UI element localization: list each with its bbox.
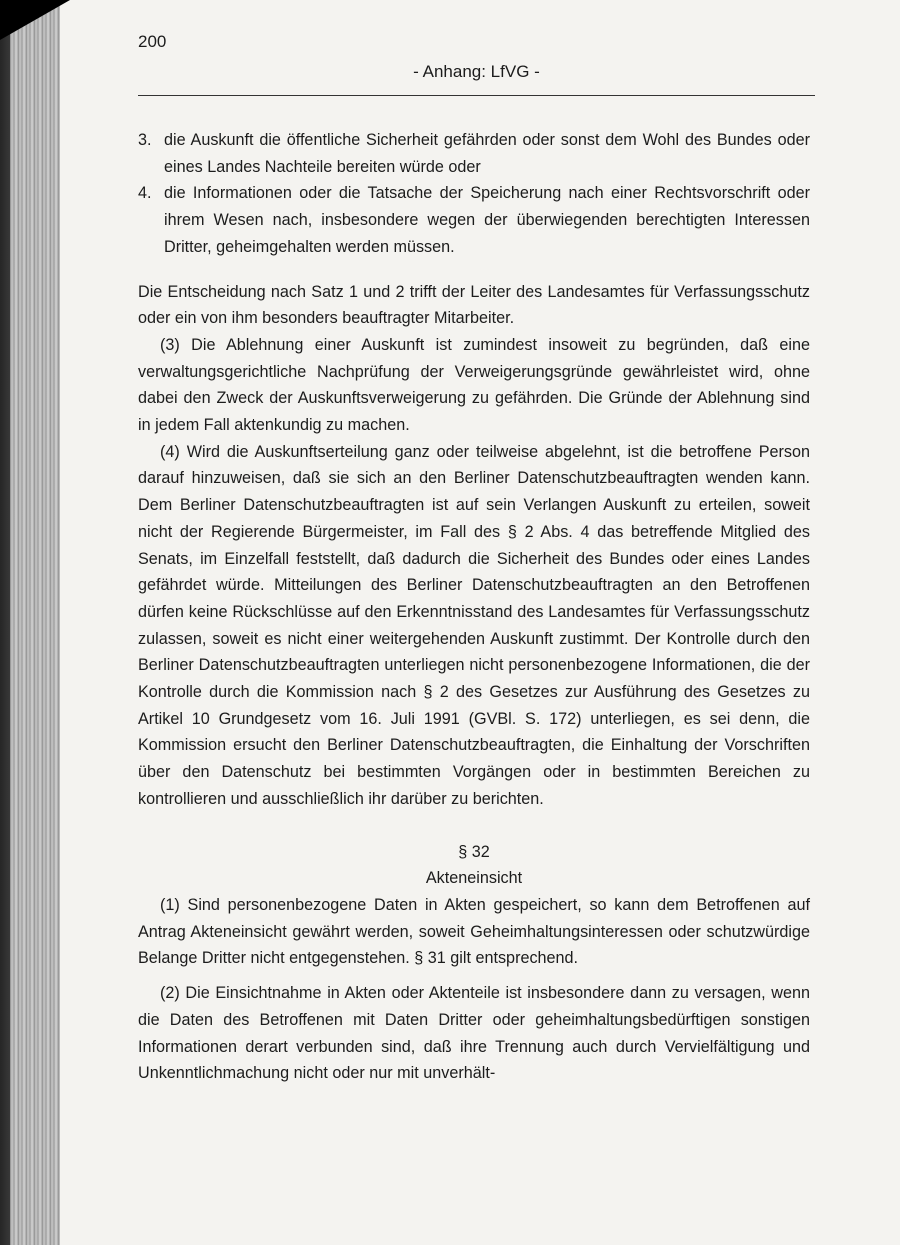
page-body xyxy=(138,127,810,1087)
scan-corner-mark xyxy=(0,0,70,40)
paragraph-decision: Die Entscheidung nach Satz 1 und 2 trifft der Leiter des Landesamtes für Verfassungsschutz oder ein von ihm besonders beauftragter Mitarbeiter. xyxy=(138,282,810,328)
page-stack-edge xyxy=(10,0,60,1245)
section-paragraph-1: (1) Sind personenbezogene Daten in Akten gespeichert, so kann dem Betroffenen auf Antrag Akteneinsicht gewährt werden, soweit Geheimhaltungsinteressen oder schutzwürdige Belange Dritter nicht entgegenstehen. § 31 gilt entsprechend. xyxy=(138,895,810,968)
list-item-text: die Informationen oder die Tatsache der Speicherung nach einer Rechtsvorschrift oder ihrem Wesen nach, insbesondere wegen der überwiegenden berechtigten Interessen Dritter, geheimgehalten werden müssen. xyxy=(164,184,810,256)
list-item-text: die Auskunft die öffentliche Sicherheit gefährden oder sonst dem Wohl des Bundes oder eines Landes Nachteile bereiten würde oder xyxy=(164,131,810,176)
paragraph-4: (4) Wird die Auskunftserteilung ganz oder teilweise abgelehnt, ist die betroffene Person darauf hinzuweisen, daß sie sich an den Berliner Datenschutzbeauftragten wenden kann. Dem Berliner Datenschutzbeauftragten ist auf sein Verlangen Auskunft zu erteilen, soweit nicht der Regierende Bürgermeister, im Fall des § 2 Abs. 4 das betreffende Mitglied des Senats, im Einzelfall feststellt, daß dadurch die Sicherheit des Bundes oder eines Landes gefährdet würde. Mitteilungen des Berliner Datenschutzbeauftragten an den Betroffenen dürfen keine Rückschlüsse auf den Erkenntnisstand des Landesamtes für Verfassungsschutz zulassen, soweit es nicht einer weitergehenden Auskunft zustimmt. Der Kontrolle durch den Berliner Datenschutzbeauftragten unterliegen nicht personenbezogene Informationen, die der Kontrolle durch die Kommission nach § 2 des Gesetzes zur Ausführung des Gesetzes zu Artikel 10 Grundgesetz vom 16. Juli 1991 (GVBl. S. 172) unterliegen, es sei denn, die Kommission ersucht den Berliner Datenschutzbeauftragten, die Einhaltung der Vorschriften über den Datenschutz bei bestimmten Vorgängen oder in bestimmten Bereichen zu kontrollieren und ausschließlich ihr darüber zu berichten. xyxy=(138,442,810,808)
list-item-number: 4. xyxy=(138,184,152,203)
paragraph-3: (3) Die Ablehnung einer Auskunft ist zumindest insoweit zu begründen, daß eine verwaltungsgerichtliche Nachprüfung der Verweigerungsgründe gewährleistet wird, ohne dabei den Zweck der Auskunftsverweigerung zu gefährden. Die Gründe der Ablehnung sind in jedem Fall aktenkundig zu machen. xyxy=(138,335,810,435)
section-title: Akteneinsicht xyxy=(425,869,523,888)
list-item-number: 3. xyxy=(138,131,152,149)
section-number: § 32 xyxy=(458,842,490,861)
header-rule xyxy=(138,95,815,96)
section-paragraph-2: (2) Die Einsichtnahme in Akten oder Aktenteile ist insbesondere dann zu versagen, wenn die Daten des Betroffenen mit Daten Dritter oder geheimhaltungsbedürftigen sonstigen Informationen derart verbunden sind, daß ihre Trennung auch durch Vervielfältigung und Unkenntlichmachung nicht oder nur mit unverhält- xyxy=(138,984,810,1083)
list-item xyxy=(138,127,810,180)
list-item xyxy=(138,180,810,260)
running-head: - Anhang: LfVG - xyxy=(413,62,540,81)
page-number: 200 xyxy=(138,32,167,51)
